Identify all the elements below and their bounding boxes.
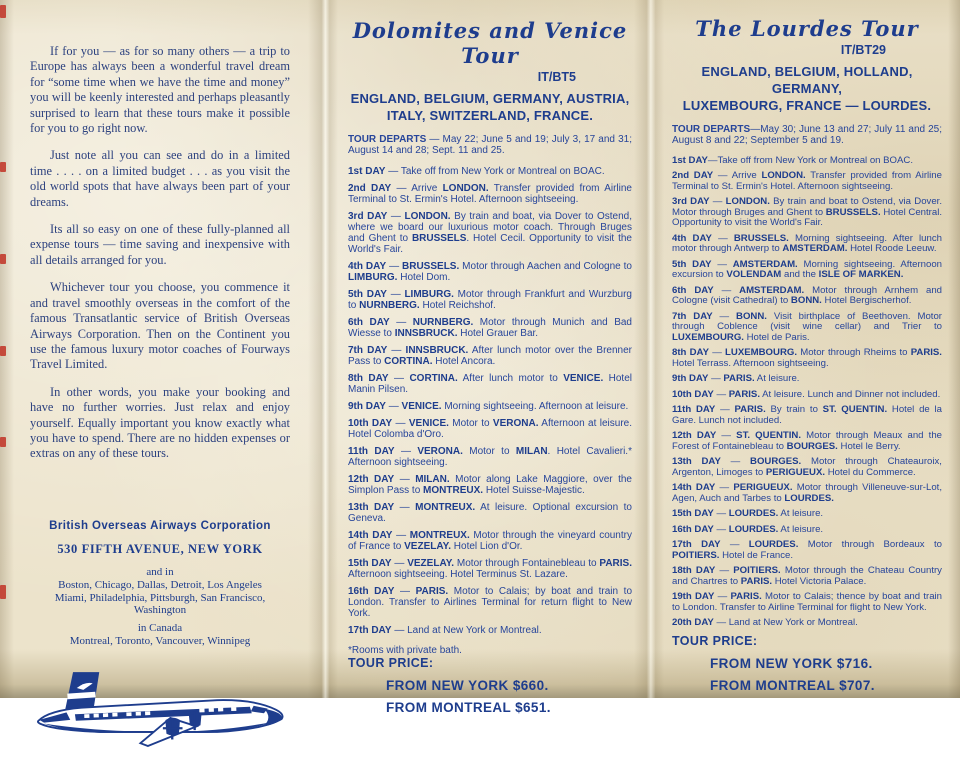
day-label: 12th DAY	[672, 430, 717, 442]
tour-departs-label: TOUR DEPARTS	[672, 124, 751, 135]
airplane-icon	[30, 664, 292, 756]
itinerary-day: 1st DAY — Take off from New York or Montreal on BOAC.	[348, 165, 605, 177]
tour-countries	[672, 63, 942, 114]
intro-paragraph: In other words, you make your booking and have no further worries. Just relax and enjoy yourself. Equally important you know exactly what you have to spend. There are no hidden expenses or extras on any of these tours.	[30, 384, 290, 461]
dolomites-venice-tour-panel	[336, 0, 642, 715]
price-block	[672, 634, 942, 704]
day-label: 9th DAY	[672, 373, 709, 385]
day-label: 16th DAY	[672, 523, 714, 535]
day-label: 14th DAY	[672, 482, 716, 494]
and-in-label: and in	[146, 565, 174, 578]
itinerary-list	[672, 156, 942, 634]
intro-text	[30, 44, 290, 474]
tour-countries	[348, 90, 632, 124]
itinerary-day: 8th DAY — LUXEMBOURG. Motor through Rheims to PARIS. Hotel Terrass. Afternoon sightseeing.	[672, 347, 942, 369]
itinerary-day: 2nd DAY — Arrive LONDON. Transfer provided from Airline Terminal to St. Ermin's Hotel. Afternoon sightseeing.	[672, 170, 942, 192]
tour-code: IT/BT29	[840, 43, 886, 57]
day-label: 15th DAY	[348, 557, 392, 569]
day-label: 3rd DAY	[672, 196, 710, 208]
day-label: 13th DAY	[672, 456, 721, 468]
itinerary-day: 11th DAY — PARIS. By train to ST. QUENTIN. Hotel de la Gare. Lunch not included.	[672, 404, 942, 426]
day-label: 15th DAY	[672, 508, 714, 520]
itinerary-day: 10th DAY — PARIS. At leisure. Lunch and Dinner not included.	[672, 388, 941, 400]
price-label: TOUR PRICE:	[348, 655, 434, 670]
itinerary-day: 13th DAY — BOURGES. Motor through Chateauroix, Argenton, Limoges to PERIGUEUX. Hotel du Commerce.	[672, 456, 942, 478]
day-label: 1st DAY	[672, 154, 708, 166]
itinerary-day: 19th DAY — PARIS. Motor to Calais; thence by boat and train to London. Transfer to Airline Terminal for flight to New York.	[672, 591, 942, 613]
footnote: *Rooms with private bath.	[348, 644, 462, 656]
tour-title: Dolomites and Venice Tour	[352, 18, 628, 68]
day-label: 13th DAY	[348, 501, 395, 513]
tour-departs-dates: —May 30; June 13 and 27; July 11 and 25; August 8 and 22; September 5 and 19.	[672, 124, 942, 147]
day-label: 5th DAY	[672, 258, 712, 270]
day-label: 8th DAY	[348, 372, 389, 384]
price-from-montreal: FROM MONTREAL $707.	[710, 677, 875, 693]
itinerary-day: 5th DAY — LIMBURG. Motor through Frankfurt and Wurzburg to NURNBERG. Hotel Reichshof.	[348, 288, 632, 311]
itinerary-day: 12th DAY — MILAN. Motor along Lake Maggiore, over the Simplon Pass to MONTREUX. Hotel Suisse-Majestic.	[348, 473, 632, 496]
company-address-block	[30, 520, 290, 648]
itinerary-day: 5th DAY — AMSTERDAM. Morning sightseeing. Afternoon excursion to VOLENDAM and the ISLE OF MARKEN.	[672, 258, 942, 281]
itinerary-day: 9th DAY — PARIS. At leisure.	[672, 373, 800, 385]
day-label: 7th DAY	[348, 344, 388, 356]
day-label: 18th DAY	[672, 565, 716, 577]
day-label: 16th DAY	[348, 585, 395, 597]
price-from-montreal: FROM MONTREAL $651.	[386, 699, 551, 715]
itinerary-day: 18th DAY — POITIERS. Motor through the Chateau Country and Chartres to PARIS. Hotel Victoria Palace.	[672, 565, 942, 587]
itinerary-day: 14th DAY — PERIGUEUX. Motor through Villeneuve-sur-Lot, Agen, Auch and Tarbes to LOURDES.	[672, 482, 942, 504]
countries-line-2: ITALY, SWITZERLAND, FRANCE.	[386, 108, 594, 123]
itinerary-day: 15th DAY — VEZELAY. Motor through Fontainebleau to PARIS. Afternoon sightseeing. Hotel Terminus St. Lazare.	[348, 557, 632, 580]
itinerary-day: 7th DAY — BONN. Visit birthplace of Beethoven. Motor through Coblence (visit wine cellar) and Trier to LUXEMBOURG. Hotel de Paris.	[672, 310, 942, 343]
intro-paragraph: If for you — as for so many others — a trip to Europe has always been a wonderful travel dream for “some time when we have the time and money” you will be keenly interested and perhaps pleasantly surprised to learn that these tours make it possible for you to go right now.	[30, 44, 290, 136]
boac-airplane-illustration	[30, 664, 290, 761]
intro-paragraph: Whichever tour you choose, you commence it and travel smoothly overseas in the comfort of the famous Transatlantic service of British Overseas Airways Corporation. Then on the Continent you use the famous luxury motor coaches of Fourways Travel Limited.	[30, 280, 290, 372]
tour-departs	[672, 124, 942, 147]
tour-departs-label: TOUR DEPARTS	[348, 134, 427, 145]
day-label: 20th DAY	[672, 617, 714, 629]
price-label: TOUR PRICE:	[672, 633, 758, 648]
itinerary-day: 7th DAY — INNSBRUCK. After lunch motor over the Brenner Pass to CORTINA. Hotel Ancora.	[348, 344, 632, 367]
itinerary-day: 15th DAY — LOURDES. At leisure.	[672, 508, 824, 520]
intro-panel	[0, 0, 318, 698]
in-canada-label: in Canada	[137, 621, 183, 634]
price-from-new-york: FROM NEW YORK $716.	[710, 655, 873, 671]
itinerary-day: 17th DAY — Land at New York or Montreal.	[348, 624, 542, 636]
day-label: 9th DAY	[348, 400, 386, 412]
day-label: 10th DAY	[348, 417, 393, 429]
day-label: 6th DAY	[672, 284, 714, 296]
day-label: 8th DAY	[672, 347, 709, 359]
intro-paragraph: Just note all you can see and do in a limited time . . . . on a limited budget . . . as you visit the old world spots that have always been part of your dreams.	[30, 148, 290, 209]
day-label: 17th DAY	[348, 624, 392, 636]
itinerary-day: 10th DAY — VENICE. Motor to VERONA. Afternoon at leisure. Hotel Colomba d'Oro.	[348, 417, 632, 440]
itinerary-day: 2nd DAY — Arrive LONDON. Transfer provided from Airline Terminal to St. Ermin's Hotel. Afternoon sightseeing.	[348, 182, 632, 205]
countries-line-1: ENGLAND, BELGIUM, GERMANY, AUSTRIA,	[350, 91, 630, 106]
us-cities-line: Boston, Chicago, Dallas, Detroit, Los Angeles	[58, 578, 262, 591]
itinerary-day: 12th DAY — ST. QUENTIN. Motor through Meaux and the Forest of Fontainebleau to BOURGES. Hotel le Berry.	[672, 430, 942, 452]
company-address: 530 FIFTH AVENUE, NEW YORK	[57, 541, 263, 556]
itinerary-day: 13th DAY — MONTREUX. At leisure. Optional excursion to Geneva.	[348, 501, 632, 524]
tour-departs	[348, 134, 632, 157]
day-label: 12th DAY	[348, 473, 395, 485]
itinerary-day: 6th DAY — NURNBERG. Motor through Munich and Bad Wiesse to INNSBRUCK. Hotel Grauer Bar.	[348, 316, 632, 339]
lourdes-tour-panel	[662, 0, 954, 698]
tour-code: IT/BT5	[537, 70, 576, 84]
price-block	[348, 656, 632, 726]
itinerary-day: 8th DAY — CORTINA. After lunch motor to VENICE. Hotel Manin Pilsen.	[348, 372, 632, 395]
itinerary-day: 3rd DAY — LONDON. By train and boat, via Dover to Ostend, where we board our luxurious motor coach. Through Bruges and Ghent to BRUSSELS. Hotel Cecil. Opportunity to visit the World's Fair.	[348, 210, 632, 255]
price-from-new-york: FROM NEW YORK $660.	[386, 677, 549, 693]
company-name: British Overseas Airways Corporation	[49, 519, 271, 532]
countries-line-2: LUXEMBOURG, FRANCE — LOURDES.	[682, 98, 932, 113]
itinerary-day: 20th DAY — Land at New York or Montreal.	[672, 617, 858, 629]
day-label: 2nd DAY	[348, 182, 392, 194]
itinerary-day: 16th DAY — PARIS. Motor to Calais; by boat and train to London. Transfer to Airlines Terminal for return flight to New York.	[348, 585, 633, 619]
itinerary-day: 4th DAY — BRUSSELS. Morning sightseeing. After lunch motor through Antwerp to AMSTERDAM. Hotel Roode Leeuw.	[672, 232, 942, 255]
itinerary-day: 16th DAY — LOURDES. At leisure.	[672, 523, 824, 535]
itinerary-day: 1st DAY—Take off from New York or Montreal on BOAC.	[672, 154, 914, 166]
day-label: 14th DAY	[348, 529, 393, 541]
itinerary-day: 3rd DAY — LONDON. By train and boat to Ostend, via Dover. Motor through Bruges and Ghent to BRUSSELS. Hotel Central. Opportunity to visit the World's Fair.	[672, 196, 942, 229]
countries-line-1: ENGLAND, BELGIUM, HOLLAND, GERMANY,	[701, 64, 913, 96]
day-label: 4th DAY	[672, 232, 712, 244]
itinerary-day: 4th DAY — BRUSSELS. Motor through Aachen and Cologne to LIMBURG. Hotel Dom.	[348, 260, 632, 283]
itinerary-day: 6th DAY — AMSTERDAM. Motor through Arnhem and Cologne (visit Cathedral) to BONN. Hotel Bergischerhof.	[672, 284, 942, 307]
itinerary-day: 11th DAY — VERONA. Motor to MILAN. Hotel Cavalieri.* Afternoon sightseeing.	[348, 445, 632, 468]
day-label: 19th DAY	[672, 591, 715, 603]
day-label: 11th DAY	[348, 445, 395, 457]
day-label: 3rd DAY	[348, 210, 388, 222]
tour-title: The Lourdes Tour	[695, 16, 919, 41]
day-label: 5th DAY	[348, 288, 387, 300]
day-label: 2nd DAY	[672, 170, 714, 182]
itinerary-day: 14th DAY — MONTREUX. Motor through the vineyard country of France to VEZELAY. Hotel Lion d'Or.	[348, 529, 632, 552]
day-label: 7th DAY	[672, 310, 713, 322]
itinerary-list	[348, 166, 632, 642]
day-label: 4th DAY	[348, 260, 387, 272]
intro-paragraph: Its all so easy on one of these fully-planned all expense tours — time saving and inexpensive with all details arranged for you.	[30, 222, 290, 267]
day-label: 10th DAY	[672, 388, 714, 400]
day-label: 17th DAY	[672, 539, 721, 551]
day-label: 6th DAY	[348, 316, 390, 328]
canada-cities-line: Montreal, Toronto, Vancouver, Winnipeg	[69, 634, 251, 647]
day-label: 1st DAY	[348, 165, 386, 177]
day-label: 11th DAY	[672, 404, 716, 416]
us-cities-line: Miami, Philadelphia, Pittsburgh, San Francisco, Washington	[54, 591, 266, 616]
itinerary-day: 9th DAY — VENICE. Morning sightseeing. Afternoon at leisure.	[348, 400, 629, 412]
itinerary-day: 17th DAY — LOURDES. Motor through Bordeaux to POITIERS. Hotel de France.	[672, 539, 942, 561]
tour-departs-dates: — May 22; June 5 and 19; July 3, 17 and 31; August 14 and 28; Sept. 11 and 25.	[348, 134, 633, 157]
